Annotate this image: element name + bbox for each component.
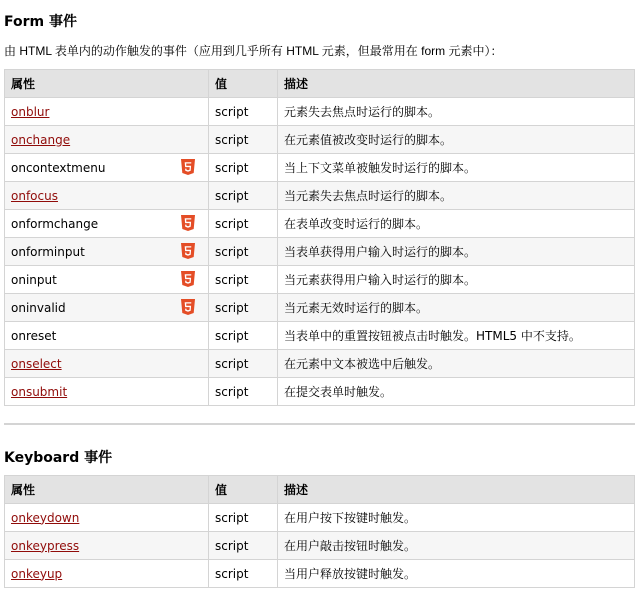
table-row <box>5 154 635 182</box>
event-name-onformchange: onformchange <box>11 216 99 231</box>
attribute-cell <box>5 294 209 322</box>
table-row <box>5 266 635 294</box>
value-cell: script <box>209 294 278 322</box>
description-cell: 当元素获得用户输入时运行的脚本。 <box>278 266 635 294</box>
header-attribute: 属性 <box>5 70 209 98</box>
event-name-oncontextmenu: oncontextmenu <box>11 160 106 175</box>
event-name-oninvalid: oninvalid <box>11 300 66 315</box>
table-row <box>5 350 635 378</box>
attribute-cell <box>5 154 209 182</box>
description-cell: 在用户按下按键时触发。 <box>278 504 635 532</box>
value-cell: script <box>209 504 278 532</box>
event-link-onselect[interactable]: onselect <box>11 356 62 371</box>
value-cell: script <box>209 560 278 588</box>
form-events-table <box>4 69 635 406</box>
attribute-cell <box>5 560 209 588</box>
attribute-cell <box>5 504 209 532</box>
description-cell: 当元素失去焦点时运行的脚本。 <box>278 182 635 210</box>
value-cell: script <box>209 210 278 238</box>
table-row <box>5 560 635 588</box>
description-cell: 在提交表单时触发。 <box>278 378 635 406</box>
form-events-title: Form 事件 <box>4 14 77 30</box>
keyboard-events-title: Keyboard 事件 <box>4 450 113 466</box>
html5-icon <box>181 215 195 231</box>
table-row <box>5 126 635 154</box>
value-cell: script <box>209 182 278 210</box>
value-cell: script <box>209 238 278 266</box>
event-link-onblur[interactable]: onblur <box>11 104 50 119</box>
html5-icon <box>181 243 195 259</box>
table-row <box>5 504 635 532</box>
html5-icon <box>181 299 195 315</box>
table-row <box>5 378 635 406</box>
event-link-onkeydown[interactable]: onkeydown <box>11 510 80 525</box>
value-cell: script <box>209 532 278 560</box>
table-row <box>5 322 635 350</box>
description-cell: 在元素中文本被选中后触发。 <box>278 350 635 378</box>
table-row <box>5 238 635 266</box>
attribute-cell <box>5 378 209 406</box>
description-cell: 当元素无效时运行的脚本。 <box>278 294 635 322</box>
description-cell: 在表单改变时运行的脚本。 <box>278 210 635 238</box>
attribute-cell <box>5 532 209 560</box>
attribute-cell <box>5 238 209 266</box>
attribute-cell <box>5 266 209 294</box>
event-link-onsubmit[interactable]: onsubmit <box>11 384 68 399</box>
table-row <box>5 98 635 126</box>
value-cell: script <box>209 266 278 294</box>
table-row <box>5 532 635 560</box>
value-cell: script <box>209 154 278 182</box>
event-link-onfocus[interactable]: onfocus <box>11 188 58 203</box>
event-link-onchange[interactable]: onchange <box>11 132 71 147</box>
table-header-row <box>5 476 635 504</box>
section-divider <box>4 423 635 425</box>
html5-icon <box>181 271 195 287</box>
description-cell: 当用户释放按键时触发。 <box>278 560 635 588</box>
description-cell: 当上下文菜单被触发时运行的脚本。 <box>278 154 635 182</box>
description-cell: 在元素值被改变时运行的脚本。 <box>278 126 635 154</box>
description-cell: 当表单中的重置按钮被点击时触发。HTML5 中不支持。 <box>278 322 635 350</box>
attribute-cell <box>5 322 209 350</box>
html5-icon <box>181 159 195 175</box>
description-cell: 元素失去焦点时运行的脚本。 <box>278 98 635 126</box>
header-attribute: 属性 <box>5 476 209 504</box>
form-events-description: 由 HTML 表单内的动作触发的事件（应用到几乎所有 HTML 元素，但最常用在 form 元素中）： <box>4 44 503 58</box>
header-value: 值 <box>209 476 278 504</box>
value-cell: script <box>209 350 278 378</box>
event-link-onkeyup[interactable]: onkeyup <box>11 566 63 581</box>
header-description: 描述 <box>278 476 635 504</box>
table-header-row <box>5 70 635 98</box>
description-cell: 在用户敲击按钮时触发。 <box>278 532 635 560</box>
value-cell: script <box>209 98 278 126</box>
header-description: 描述 <box>278 70 635 98</box>
keyboard-events-table <box>4 475 635 588</box>
table-row <box>5 210 635 238</box>
value-cell: script <box>209 126 278 154</box>
value-cell: script <box>209 378 278 406</box>
header-value: 值 <box>209 70 278 98</box>
value-cell: script <box>209 322 278 350</box>
attribute-cell <box>5 126 209 154</box>
attribute-cell <box>5 98 209 126</box>
event-name-oninput: oninput <box>11 272 57 287</box>
event-link-onkeypress[interactable]: onkeypress <box>11 538 80 553</box>
attribute-cell <box>5 350 209 378</box>
attribute-cell <box>5 210 209 238</box>
attribute-cell <box>5 182 209 210</box>
table-row <box>5 294 635 322</box>
event-name-onforminput: onforminput <box>11 244 85 259</box>
description-cell: 当表单获得用户输入时运行的脚本。 <box>278 238 635 266</box>
event-name-onreset: onreset <box>11 328 57 343</box>
table-row <box>5 182 635 210</box>
